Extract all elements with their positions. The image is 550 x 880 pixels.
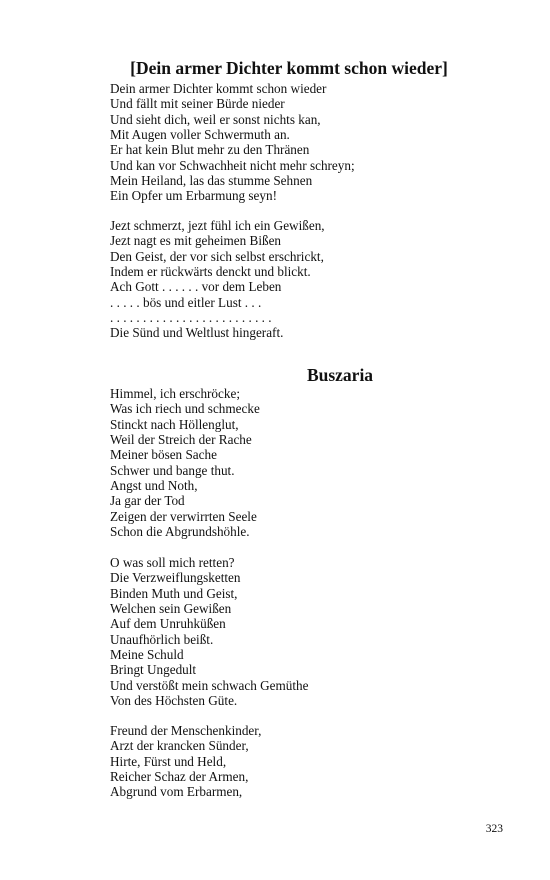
verse-line: . . . . . . . . . . . . . . . . . . . . . . . . .: [110, 310, 272, 326]
stanza: [110, 218, 325, 341]
verse-line: Und fällt mit seiner Bürde nieder: [110, 96, 285, 112]
verse-line: Freund der Menschenkinder,: [110, 723, 262, 738]
verse-line: Mit Augen voller Schwermuth an.: [110, 127, 290, 143]
verse-line: Die Sünd und Weltlust hingeraft.: [110, 325, 284, 341]
verse-line: Den Geist, der vor sich selbst erschrickt,: [110, 248, 324, 264]
verse-line: Hirte, Fürst und Held,: [110, 753, 227, 769]
verse-line: Er hat kein Blut mehr zu den Thränen: [110, 142, 310, 158]
verse-line: Indem er rückwärts denckt und blickt.: [110, 264, 311, 280]
verse-line: Auf dem Unruhküßen: [110, 616, 226, 632]
verse-line: Mein Heiland, las das stumme Sehnen: [110, 173, 313, 189]
verse-line: . . . . . bös und eitler Lust . . .: [110, 294, 262, 310]
verse-line: Und sieht dich, weil er sonst nichts kan,: [110, 111, 321, 127]
verse-line: Ach Gott . . . . . . vor dem Leben: [110, 279, 282, 295]
stanza: [110, 81, 355, 204]
verse-line: Meiner bösen Sache: [110, 447, 217, 463]
verse-line: Ja gar der Tod: [110, 493, 185, 509]
verse-line: Von des Höchsten Güte.: [110, 693, 238, 709]
verse-line: Weil der Streich der Rache: [110, 432, 252, 448]
verse-line: Arzt der krancken Sünder,: [110, 738, 249, 754]
verse-line: Binden Muth und Geist,: [110, 585, 238, 601]
verse-line: Die Verzweiflungsketten: [110, 570, 241, 586]
stanza: [110, 723, 261, 800]
poem-title: [Dein armer Dichter kommt schon wieder]: [130, 58, 448, 78]
verse-line: Jezt schmerzt, jezt fühl ich ein Gewißen,: [110, 218, 325, 233]
stanza: [110, 386, 260, 539]
poem-title: Buszaria: [306, 365, 374, 385]
verse-line: Zeigen der verwirrten Seele: [110, 508, 257, 524]
page-number: 323: [485, 823, 503, 835]
verse-line: Unaufhörlich beißt.: [110, 631, 214, 647]
verse-line: Schwer und bange thut.: [110, 462, 235, 478]
verse-line: O was soll mich retten?: [110, 555, 235, 570]
verse-line: Schon die Abgrundshöhle.: [110, 524, 250, 540]
verse-line: Himmel, ich erschröcke;: [110, 386, 240, 401]
verse-line: Reicher Schaz der Armen,: [110, 769, 249, 785]
verse-line: Bringt Ungedult: [110, 662, 197, 678]
verse-line: Und kan vor Schwachheit nicht mehr schreyn;: [110, 157, 355, 173]
verse-line: Meine Schuld: [110, 647, 184, 663]
verse-line: Welchen sein Gewißen: [110, 601, 232, 617]
verse-line: Was ich riech und schmecke: [110, 401, 260, 417]
verse-line: Jezt nagt es mit geheimen Bißen: [110, 233, 282, 249]
verse-line: Ein Opfer um Erbarmung seyn!: [110, 188, 277, 204]
verse-line: Angst und Noth,: [110, 478, 198, 494]
verse-line: Dein armer Dichter kommt schon wieder: [110, 81, 327, 96]
stanza: [110, 555, 309, 708]
verse-line: Stinckt nach Höllenglut,: [110, 416, 239, 432]
verse-line: Abgrund vom Erbarmen,: [110, 784, 243, 800]
verse-line: Und verstößt mein schwach Gemüthe: [110, 677, 309, 693]
